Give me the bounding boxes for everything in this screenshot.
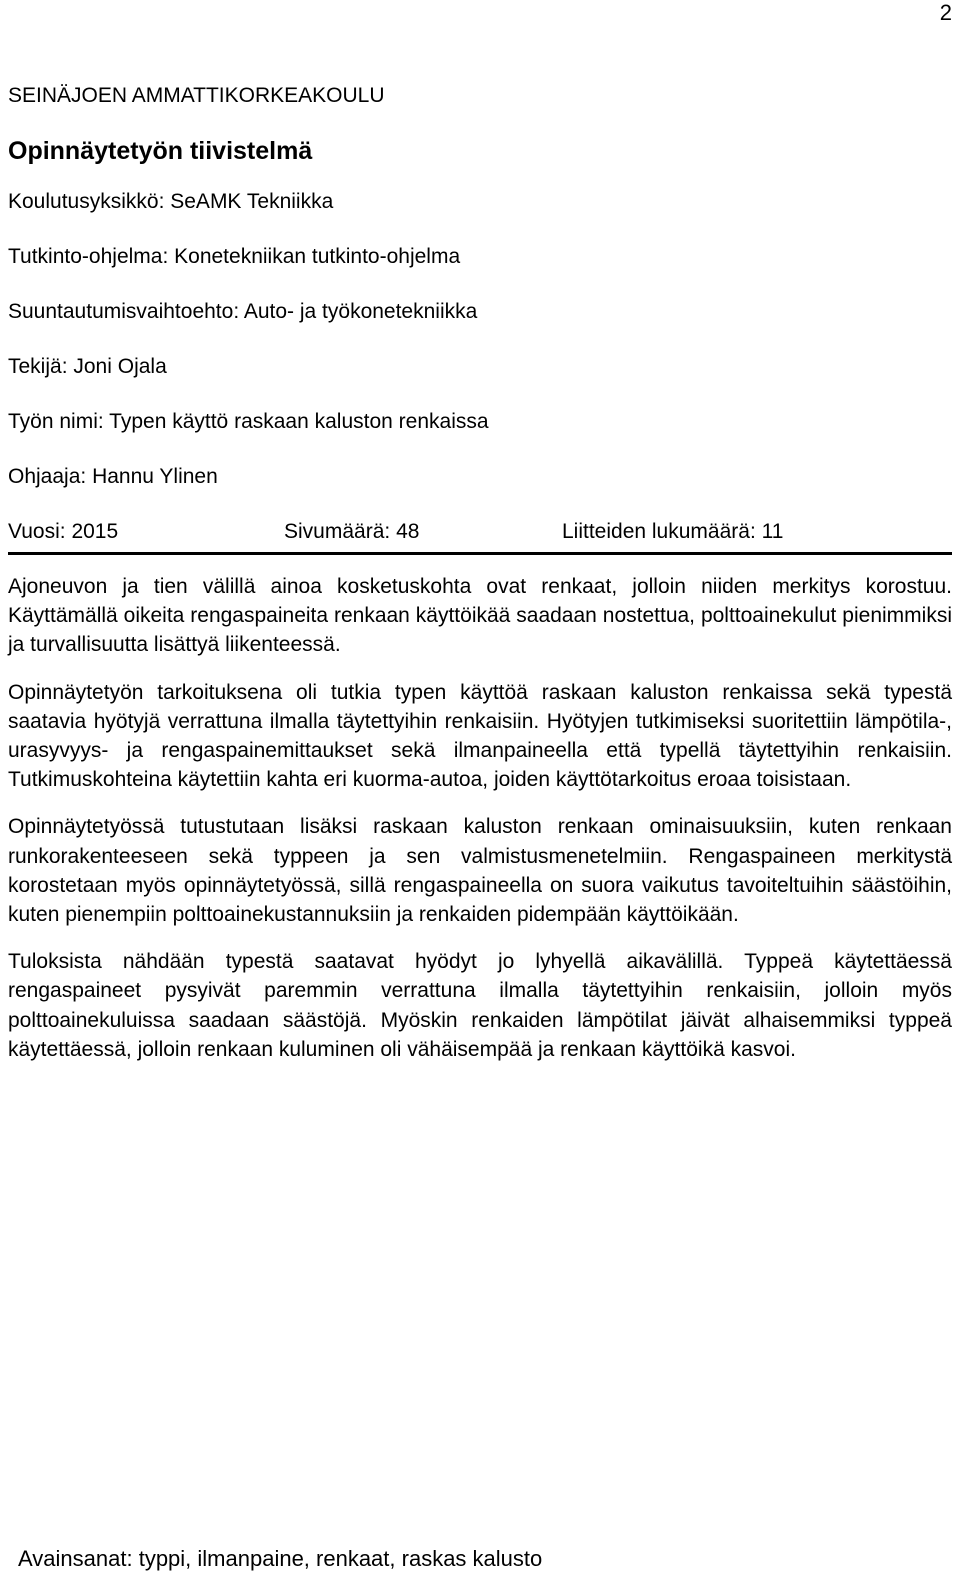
- author-label: Tekijä:: [8, 355, 68, 378]
- author-value: Joni Ojala: [73, 355, 167, 378]
- keywords-line: [18, 1546, 542, 1572]
- supervisor-value: Hannu Ylinen: [92, 465, 218, 488]
- year-label: Vuosi:: [8, 520, 66, 543]
- thesis-title-line: [8, 409, 952, 435]
- thesis-title-value: Typen käyttö raskaan kaluston renkaissa: [109, 410, 489, 433]
- supervisor-label: Ohjaaja:: [8, 465, 87, 488]
- keywords-label: Avainsanat:: [18, 1546, 133, 1571]
- page-count-value: 48: [396, 520, 420, 543]
- programme-line: [8, 244, 952, 270]
- abstract-paragraph: Ajoneuvon ja tien välillä ainoa kosketuskohta ovat renkaat, jolloin niiden merkitys korostuu. Käyttämällä oikeita rengaspaineita renkaan käyttöikää saadaan nostettua, polttoainekulut pienimmiksi ja turvallisuutta lisättyä liikenteessä.: [8, 575, 952, 657]
- page-number: 2: [939, 0, 952, 25]
- unit-label: Koulutusyksikkö:: [8, 190, 165, 213]
- attachment-count-label: Liitteiden lukumäärä:: [562, 520, 756, 543]
- abstract-page: [8, 83, 952, 1082]
- unit-value: SeAMK Tekniikka: [170, 190, 334, 213]
- keywords-value: typpi, ilmanpaine, renkaat, raskas kalusto: [138, 1546, 543, 1571]
- programme-label: Tutkinto-ohjelma:: [8, 245, 169, 268]
- specialisation-line: [8, 299, 952, 325]
- attachment-count-cell: [562, 519, 783, 545]
- attachment-count-value: 11: [761, 520, 784, 543]
- page-count-cell: [284, 519, 562, 545]
- specialisation-label: Suuntautumisvaihtoehto:: [8, 300, 240, 323]
- institution-name: SEINÄJOEN AMMATTIKORKEAKOULU: [8, 84, 385, 107]
- unit-line: [8, 189, 952, 215]
- year-value: 2015: [71, 520, 119, 543]
- statistics-row: [8, 519, 952, 555]
- abstract-paragraph: Opinnäytetyössä tutustutaan lisäksi raskaan kaluston renkaan ominaisuuksiin, kuten renkaan runkorakenteeseen sekä typpeen ja sen valmistusmenetelmiin. Rengaspaineen merkitystä korostetaan myös opinnäytetyössä, sillä rengaspaineella on suora vaikutus tavoiteltuihin säästöihin, kuten pienempiin polttoainekustannuksiin ja renkaiden pidempään käyttöikään.: [8, 815, 952, 927]
- programme-value: Konetekniikan tutkinto-ohjelma: [174, 245, 461, 268]
- thesis-title-label: Työn nimi:: [8, 410, 104, 433]
- supervisor-line: [8, 464, 952, 490]
- abstract-paragraph: Opinnäytetyön tarkoituksena oli tutkia typen käyttöä raskaan kaluston renkaissa sekä typestä saatavia hyötyjä verrattuna ilmalla täytettyihin renkaisiin. Hyötyjen tutkimiseksi suoritettiin lämpötila-, urasyvyys- ja rengaspainemittaukset sekä ilmanpaineella että typellä täytettyihin renkaisiin. Tutkimuskohteina käytettiin kahta eri kuorma-autoa, joiden käyttötarkoitus eroaa toisistaan.: [8, 680, 952, 792]
- author-line: [8, 354, 952, 380]
- abstract-body: [8, 572, 952, 1064]
- page-title: Opinnäytetyön tiivistelmä: [8, 137, 313, 165]
- abstract-paragraph: Tuloksista nähdään typestä saatavat hyödyt jo lyhyellä aikavälillä. Typpeä käytettäessä rengaspaineet pysyivät paremmin verrattuna ilmalla täytettyihin renkaisiin, jolloin myös polttoainekuluissa saadaan säästöjä. Myöskin renkaiden lämpötilat jäivät alhaisemmiksi typpeä käytettäessä, jolloin renkaan kuluminen oli vähäisempää ja renkaan käyttöikä kasvoi.: [8, 950, 952, 1061]
- page-count-label: Sivumäärä:: [284, 520, 391, 543]
- year-cell: [8, 519, 284, 545]
- specialisation-value: Auto- ja työkonetekniikka: [243, 300, 478, 323]
